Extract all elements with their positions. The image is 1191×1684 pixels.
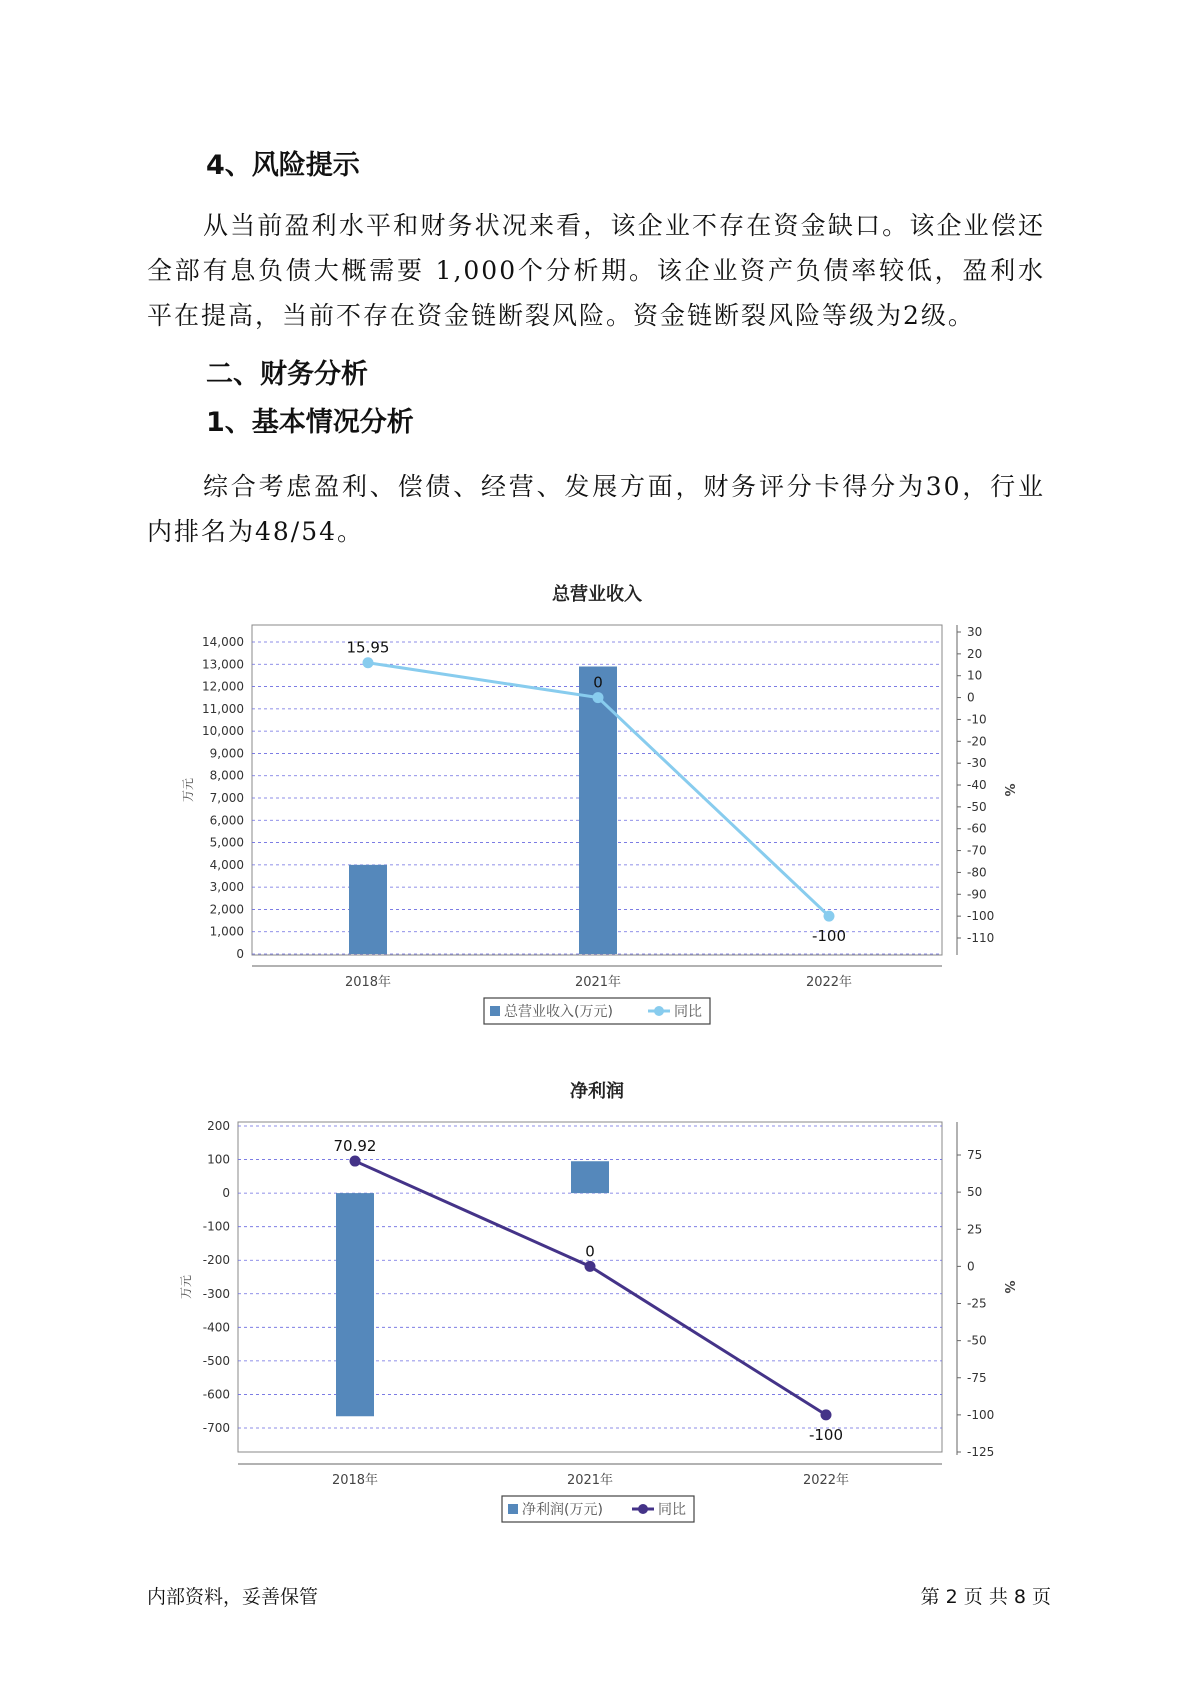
y-tick-label-left: 5,000: [209, 835, 244, 850]
y-tick-label-right: -125: [967, 1445, 995, 1459]
y-tick-label-left: 10,000: [202, 724, 244, 739]
y-tick-label-left: 12,000: [202, 679, 244, 694]
line-point: [350, 1156, 361, 1167]
y-tick-label-left: 14,000: [202, 635, 244, 649]
data-label: 70.92: [333, 1137, 377, 1156]
y-tick-label-left: 6,000: [209, 813, 244, 828]
y-tick-label-right: 10: [967, 668, 983, 683]
y-tick-label-left: 1,000: [209, 924, 244, 939]
y-axis-label-left: 万元: [181, 777, 195, 803]
y-tick-label-right: -60: [967, 821, 987, 836]
chart-title: 净利润: [570, 1081, 624, 1102]
y-tick-label-left: 100: [207, 1152, 230, 1167]
y-tick-label-right: 25: [967, 1222, 983, 1237]
footer-confidential: 内部资料，妥善保管: [147, 1586, 319, 1608]
bar: [336, 1193, 374, 1416]
chart-legend: [502, 1496, 694, 1522]
chart-title: 总营业收入: [552, 584, 642, 605]
legend-bar-label: 总营业收入(万元): [504, 1004, 613, 1020]
x-tick-label: 2021年: [566, 1473, 614, 1488]
y-tick-label-left: -700: [202, 1421, 230, 1435]
y-tick-label-right: 20: [967, 646, 983, 661]
y-tick-label-left: -600: [202, 1387, 230, 1402]
x-tick-label: 2018年: [331, 1473, 379, 1488]
y-tick-label-left: 4,000: [209, 857, 244, 872]
y-tick-label-left: 2,000: [209, 902, 244, 917]
y-tick-label-right: -50: [967, 1333, 987, 1348]
basic-paragraph: 综合考虑盈利、偿债、经营、发展方面，财务评分卡得分为30，行业内排名为48/54。: [147, 472, 1045, 546]
data-label: -100: [808, 1425, 844, 1444]
y-tick-label-right: -30: [967, 756, 987, 771]
bar: [571, 1161, 609, 1193]
y-tick-label-right: -100: [967, 909, 995, 924]
y-tick-label-left: 9,000: [209, 746, 244, 761]
y-tick-label-left: -200: [202, 1253, 230, 1268]
risk-paragraph: 从当前盈利水平和财务状况来看，该企业不存在资金缺口。该企业偿还全部有息负债大概需要 1,000个分析期。该企业资产负债率较低，盈利水平在提高，当前不存在资金链断裂风险。资金链断裂风险等级为2级。: [147, 211, 1045, 330]
y-tick-label-right: -70: [967, 843, 987, 858]
y-tick-label-right: -75: [967, 1370, 987, 1385]
y-tick-label-right: -80: [967, 865, 987, 880]
y-tick-label-right: -90: [967, 887, 987, 902]
data-label: 15.95: [346, 638, 390, 657]
y-tick-label-left: 11,000: [202, 701, 244, 716]
x-tick-label: 2018年: [344, 975, 392, 990]
section-heading-basic: 1、基本情况分析: [206, 407, 414, 438]
y-tick-label-left: -500: [202, 1353, 230, 1368]
y-tick-label-right: 0: [967, 690, 975, 705]
y-axis-label-right: %: [1001, 1280, 1016, 1294]
legend-line-label: 同比: [658, 1502, 686, 1518]
y-tick-label-left: 13,000: [202, 657, 244, 672]
y-tick-label-right: -20: [967, 734, 987, 749]
y-tick-label-right: 0: [967, 1259, 975, 1274]
y-tick-label-right: -10: [967, 712, 987, 727]
y-axis-label-right: %: [1001, 783, 1016, 797]
y-tick-label-right: -25: [967, 1296, 987, 1311]
legend-line-label: 同比: [674, 1004, 702, 1020]
legend-bar-label: 净利润(万元): [522, 1502, 603, 1518]
y-tick-label-right: -50: [967, 799, 987, 814]
line-point: [585, 1261, 596, 1272]
x-tick-label: 2022年: [805, 975, 853, 990]
y-tick-label-left: -100: [202, 1219, 230, 1234]
y-tick-label-left: 0: [222, 1186, 230, 1201]
y-tick-label-left: -400: [202, 1320, 230, 1335]
y-tick-label-right: -110: [967, 931, 995, 945]
y-tick-label-right: 75: [967, 1148, 983, 1162]
data-label: -100: [811, 927, 847, 946]
x-tick-label: 2022年: [802, 1473, 850, 1488]
y-tick-label-left: 3,000: [209, 880, 244, 895]
y-tick-label-right: 50: [967, 1185, 983, 1200]
x-tick-label: 2021年: [574, 975, 622, 990]
section-heading-finance: 二、财务分析: [206, 359, 368, 390]
data-label: 0: [593, 673, 603, 692]
y-axis-label-left: 万元: [179, 1274, 193, 1300]
y-tick-label-left: 7,000: [209, 791, 244, 805]
y-tick-label-left: -300: [202, 1286, 230, 1301]
legend-line-marker: [638, 1504, 648, 1514]
legend-bar-swatch: [508, 1504, 518, 1514]
y-tick-label-right: 30: [967, 625, 983, 639]
y-tick-label-right: -40: [967, 778, 987, 792]
y-tick-label-left: 8,000: [209, 768, 244, 783]
y-tick-label-left: 200: [207, 1119, 230, 1133]
y-tick-label-left: 0: [236, 947, 244, 961]
line-point: [821, 1409, 832, 1420]
footer-page-number: 第 2 页 共 8 页: [920, 1586, 1051, 1608]
y-tick-label-right: -100: [967, 1407, 995, 1422]
section-heading-risk: 4、风险提示: [206, 150, 360, 181]
data-label: 0: [585, 1242, 595, 1261]
